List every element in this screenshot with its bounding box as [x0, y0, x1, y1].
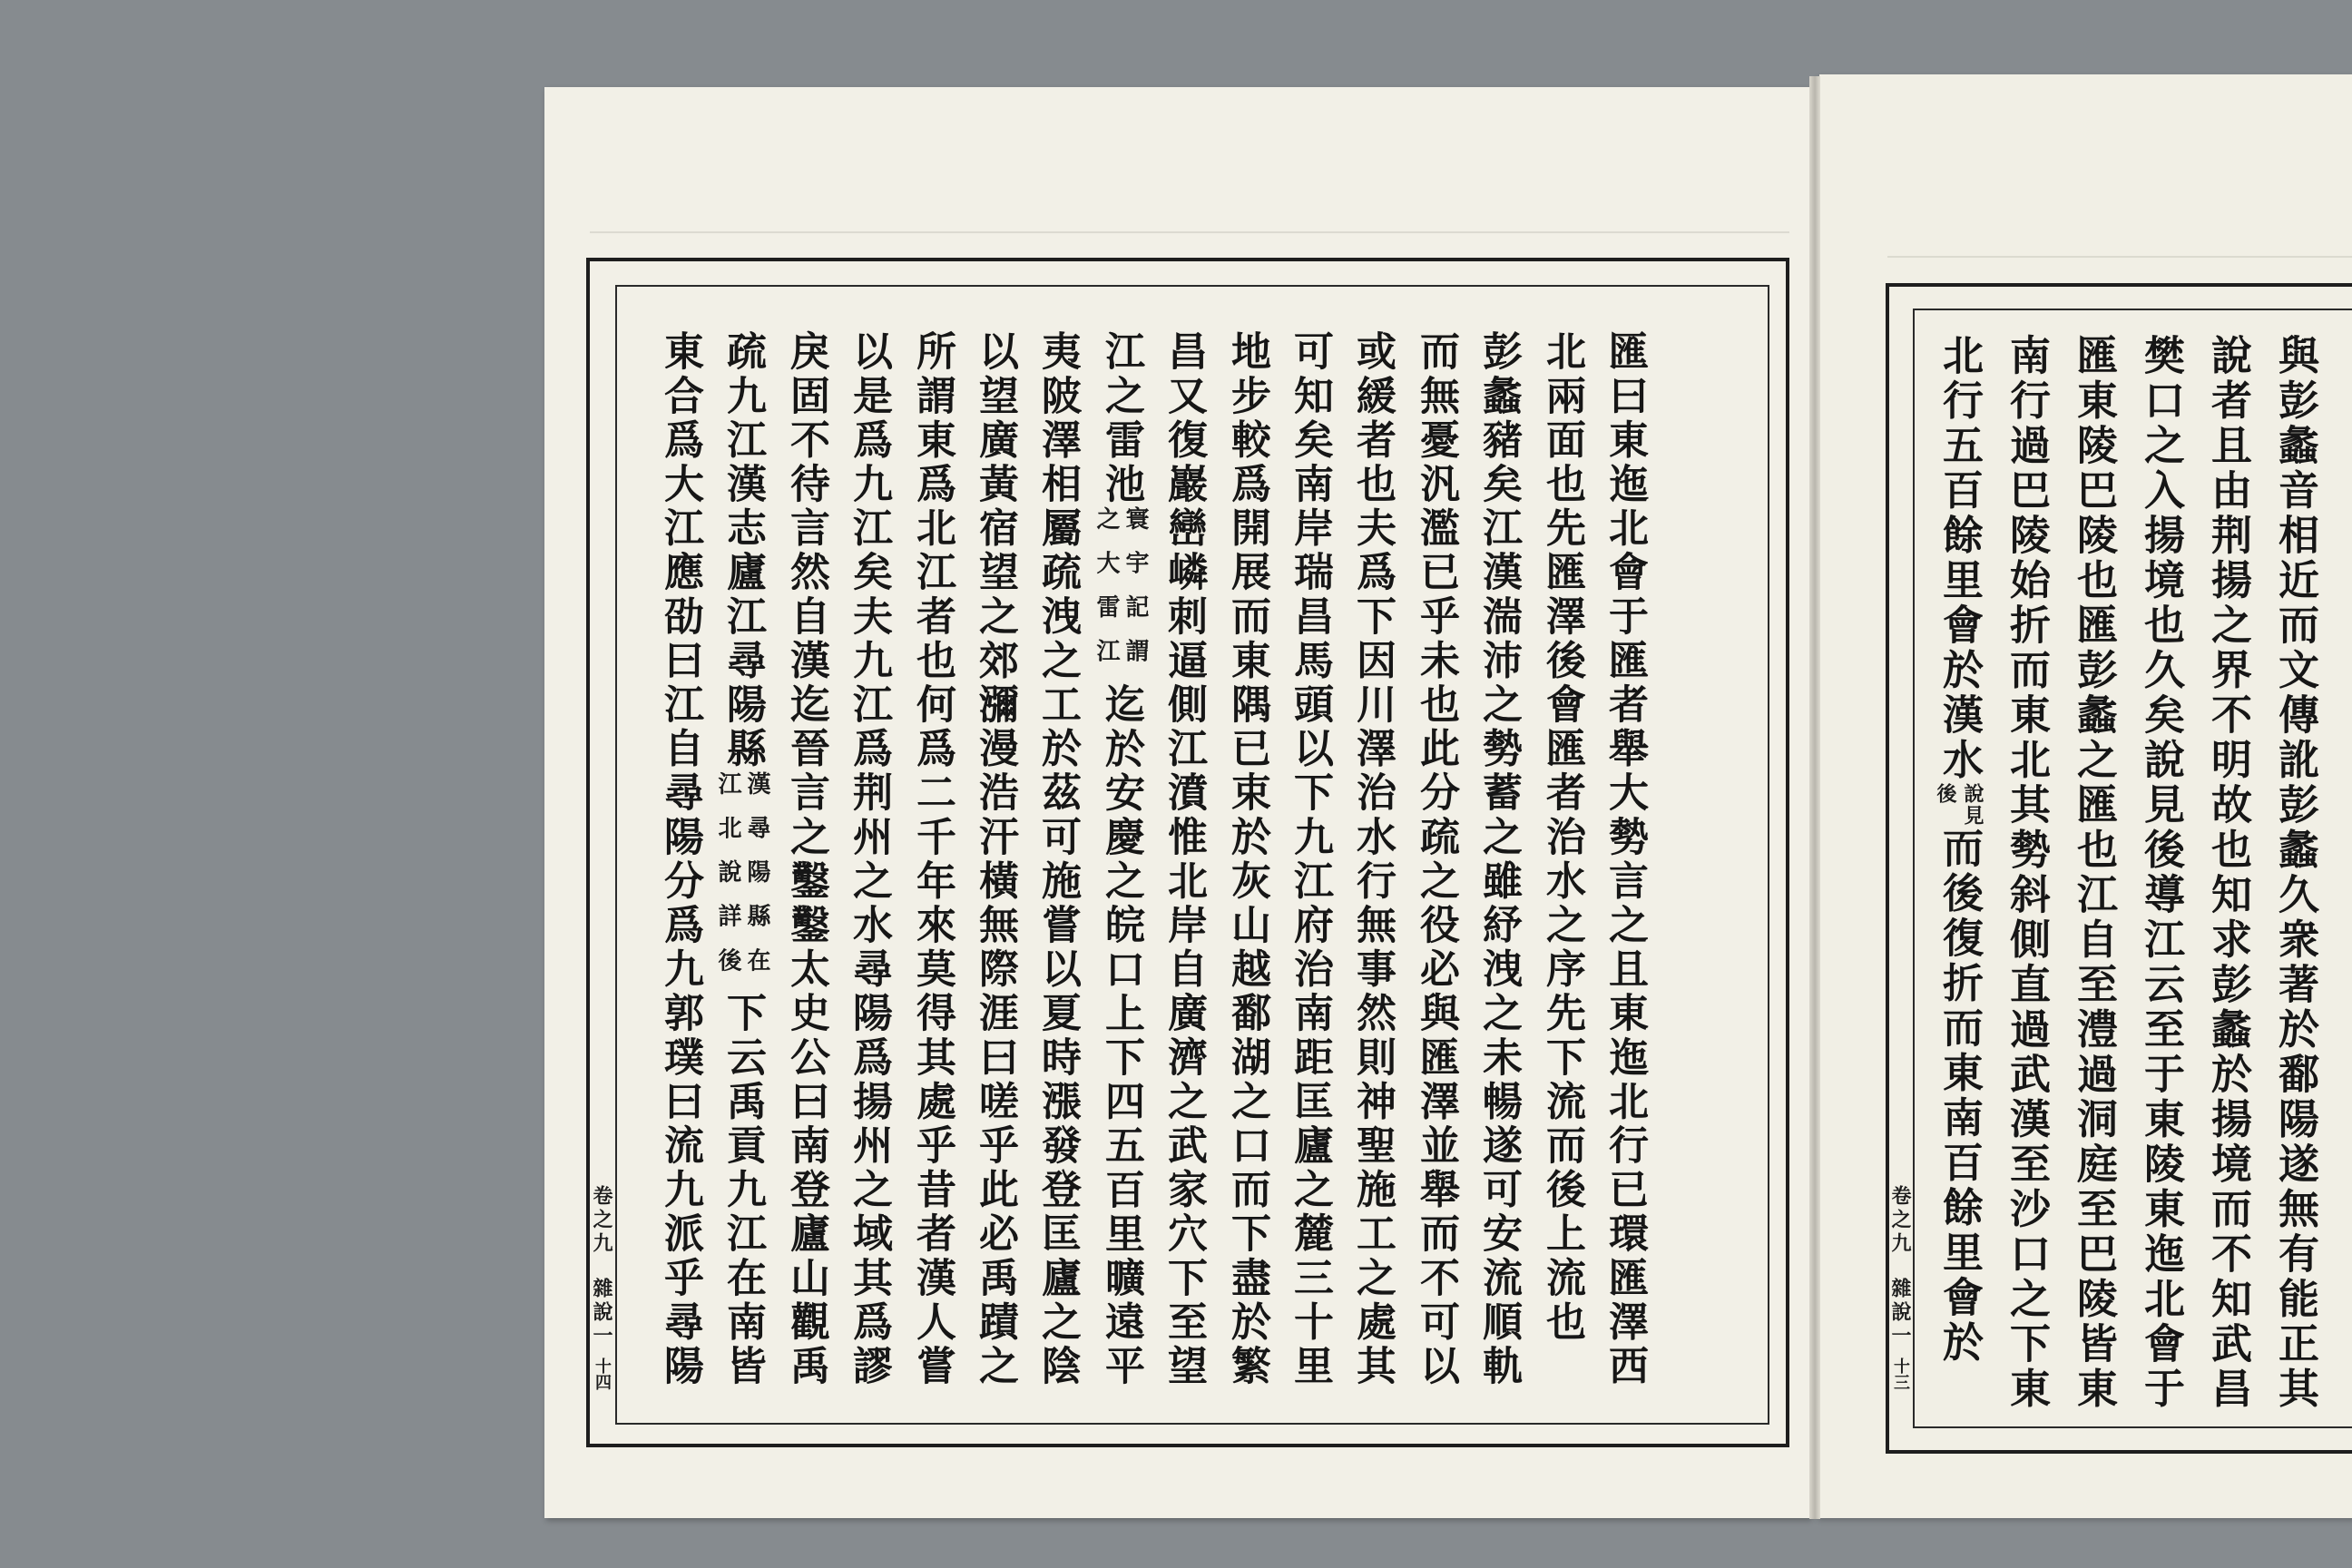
note-left-line: 後 [1934, 783, 1957, 805]
text-column [1929, 334, 1989, 1366]
text-column [1996, 334, 2056, 1412]
column-text: 以是爲九江矣夫九江爲荆州之水尋陽爲揚州之域其爲謬 [846, 330, 892, 1389]
column-text: 東合爲大江應劭曰江自尋陽分爲九郭璞曰流九派乎尋陽 [657, 330, 703, 1389]
column-text: 迄於安慶之皖口上下四五百里曠遠平 [1098, 682, 1144, 1389]
text-column [1154, 330, 1212, 1388]
column-text: 戾固不待言然自漢迄晉言之鑿鑿太史公曰南登廬山觀禹 [783, 330, 829, 1389]
text-column [2198, 334, 2258, 1412]
column-text: 匯曰東迤北會于匯者舉大勢言之且東迤北行已環匯澤西 [1602, 330, 1648, 1389]
column-text: 匯東陵巴陵也匯彭蠡之匯也江自至澧過洞庭至巴陵皆東 [2070, 334, 2118, 1412]
text-column [713, 330, 771, 1388]
book-gutter [1809, 76, 1820, 1519]
column-text: 以望廣黃宿望之郊瀰漫浩汗橫無際涯曰嗟乎此必禹蹟之 [972, 330, 1018, 1389]
column-text: 所謂東爲北江者也何爲二千年來莫得其處乎昔者漢人嘗 [909, 330, 956, 1389]
interlinear-note [713, 771, 771, 992]
text-column [1028, 330, 1086, 1388]
column-text: 或緩者也夫爲下因川澤治水行無事然則神聖施工之處其 [1349, 330, 1396, 1389]
page-footer [589, 1185, 614, 1390]
column-text: 夷陂澤相屬疏洩之工於茲可施嘗以夏時漲發登匡廬之陰 [1034, 330, 1081, 1389]
text-column [1092, 330, 1150, 1388]
note-right-line: 說見 [1961, 783, 1984, 827]
note-right-line: 寰宇記謂 [1122, 506, 1149, 683]
page-footer [1887, 1185, 1913, 1390]
footer-volume: 卷之九 [1888, 1185, 1912, 1256]
interlinear-note [1092, 506, 1150, 682]
column-text: 北兩面也先匯澤後會匯者治水之序先下流而後上流也 [1539, 330, 1585, 1345]
text-column [1406, 330, 1465, 1388]
text-column [2063, 334, 2123, 1412]
text-column [1280, 330, 1338, 1388]
note-left-line: 之大雷江 [1093, 506, 1120, 683]
column-text: 南行過巴陵始折而東北其勢斜側直過武漢至沙口之下東 [2003, 334, 2051, 1412]
column-text: 地步較爲開展而東隅已束於灰山越鄱湖之口而下盡於繁 [1224, 330, 1270, 1389]
column-text: 北行五百餘里會於漢水 [1936, 334, 1984, 783]
column-text: 彭蠡豬矣江漢湍沛之勢蓄之雖紓洩之未暢遂可安流順軌 [1475, 330, 1522, 1389]
text-column [651, 330, 709, 1388]
column-text: 可知矣南岸瑞昌馬頭以下九江府治南距匡廬之麓三十里 [1287, 330, 1333, 1389]
text-column [965, 330, 1024, 1388]
column-text: 下云禹貢九江在南皆 [720, 992, 766, 1389]
column-text: 而無憂汎濫已乎未也此分疏之役必與匯澤並舉而不可以 [1413, 330, 1459, 1389]
bleed-through-line [590, 231, 1789, 233]
footer-section: 雜說一 [590, 1278, 613, 1348]
column-text: 昌又復巖巒嶙刺逼側江濆惟北岸自廣濟之武家穴下至望 [1161, 330, 1207, 1389]
text-column [777, 330, 835, 1388]
text-column [839, 330, 897, 1388]
footer-section: 雜說一 [1888, 1278, 1912, 1348]
text-column [1533, 330, 1591, 1345]
bleed-through-line [1887, 256, 2352, 258]
text-column [2265, 334, 2325, 1412]
text-column [2131, 334, 2190, 1412]
footer-page-number: 十四 [593, 1357, 612, 1390]
column-text: 說者且由荆揚之界不明故也知求彭蠡於揚境而不知武昌 [2204, 334, 2252, 1412]
column-text: 與彭蠡音相近而文傳訛彭蠡久衆著於鄱陽遂無有能正其 [2271, 334, 2319, 1412]
footer-page-number: 十三 [1891, 1357, 1910, 1390]
text-column [1343, 330, 1401, 1388]
column-text: 而後復折而東南百餘里會於 [1936, 827, 1984, 1366]
interlinear-note [1932, 783, 1986, 827]
column-text: 疏九江漢志廬江尋陽縣 [720, 330, 766, 771]
column-text: 樊口之入揚境也久矣說見後導江云至于東陵東迤北會于 [2137, 334, 2185, 1412]
text-column [1595, 330, 1653, 1388]
note-right-line: 漢尋陽縣在 [743, 771, 770, 992]
column-text: 江之雷池 [1098, 330, 1144, 507]
footer-volume: 卷之九 [590, 1185, 613, 1256]
text-column [1469, 330, 1527, 1388]
text-column [1218, 330, 1276, 1388]
note-left-line: 江北說詳後 [714, 771, 741, 992]
text-column [903, 330, 961, 1388]
